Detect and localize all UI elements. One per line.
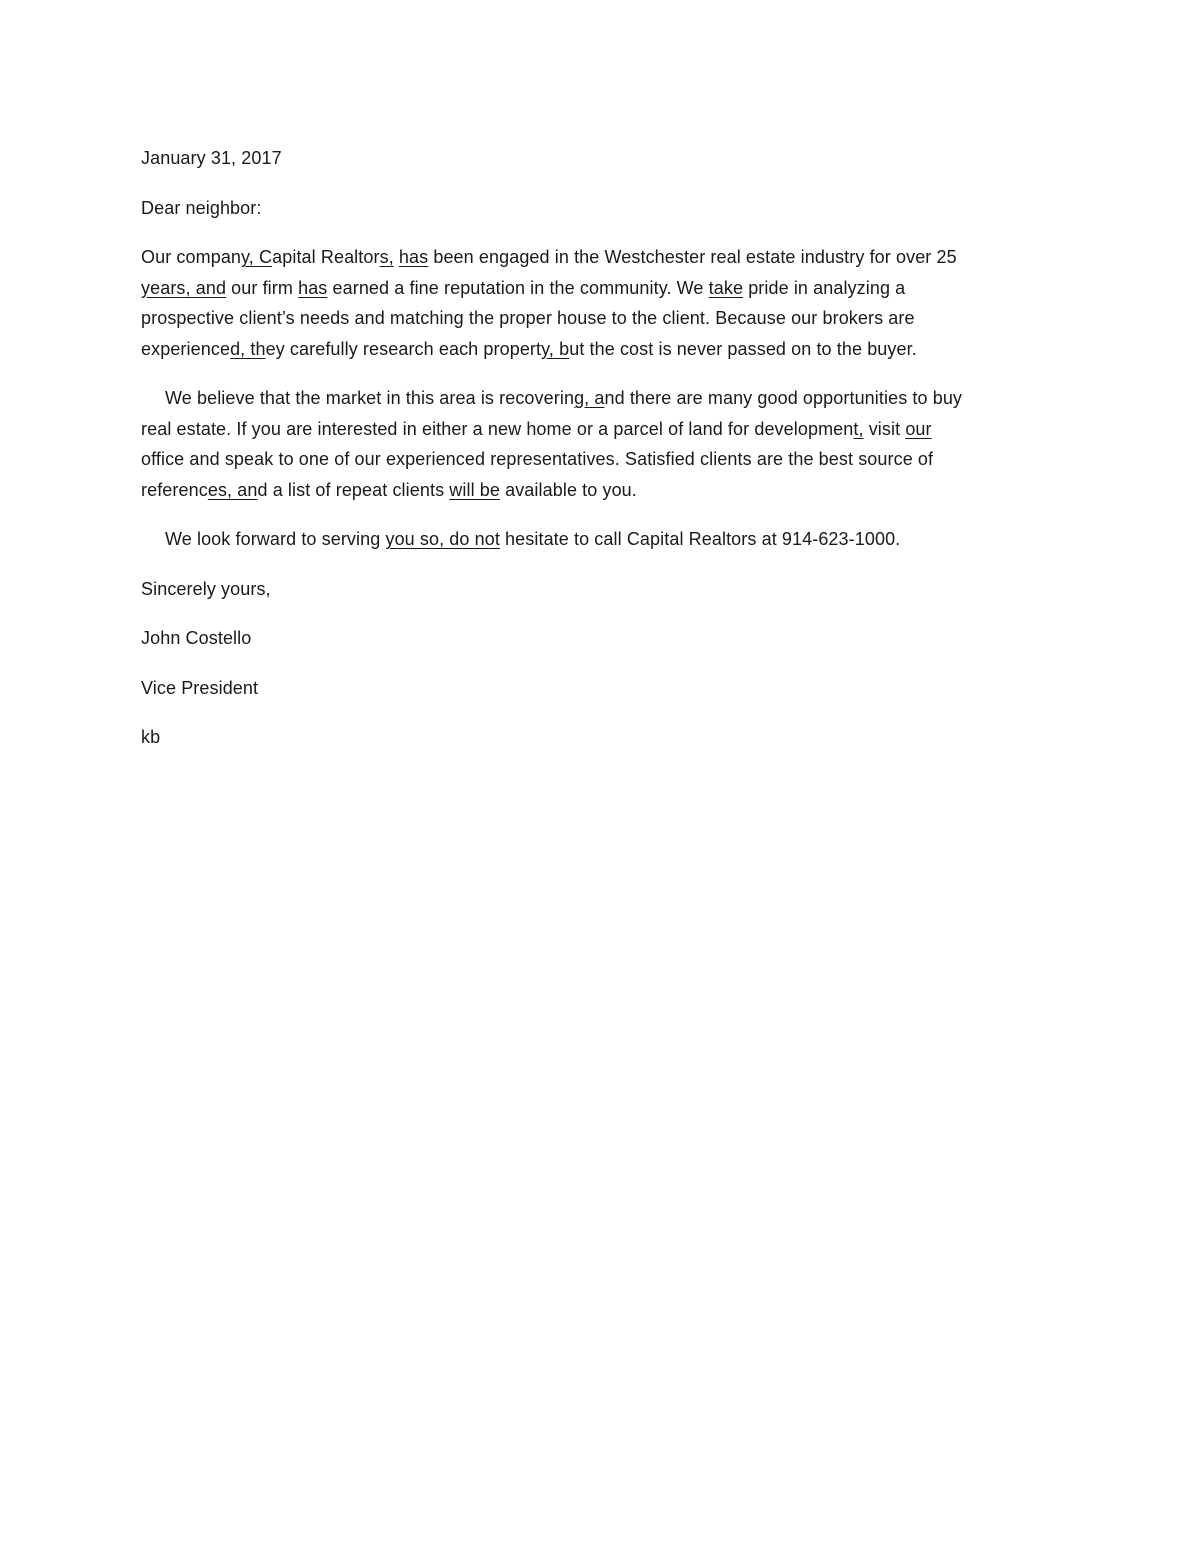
underlined-text: take (708, 277, 744, 298)
signer-title: Vice President (141, 677, 259, 698)
text-run: experience (141, 338, 231, 359)
paragraph-1-line-2 (141, 273, 1051, 304)
underlined-text: will be (449, 479, 500, 500)
underlined-text: has (398, 247, 429, 267)
paragraph-1-line-3 (141, 303, 1051, 334)
text-run: been engaged in the Westchester real estate industry for over 25 (428, 247, 957, 267)
text-run: ey carefully research each propert (265, 338, 542, 359)
text-run: earned a fine reputation in the community. We (327, 277, 709, 298)
text-run: available to you. (500, 479, 637, 500)
text-run: Our compan (141, 247, 242, 267)
underlined-text: you so, do not (385, 529, 500, 549)
text-run: apital Realtor (272, 247, 380, 267)
letter-salutation: Dear neighbor: (141, 197, 262, 218)
paragraph-3 (141, 524, 1051, 555)
letter-date: January 31, 2017 (141, 148, 282, 168)
text-run: pride in analyzing a (743, 277, 906, 298)
text-run: ut the cost is never passed on to the buyer. (569, 338, 917, 359)
text-run: referenc (141, 479, 208, 500)
text-run: hesitate to call Capital Realtors at 914-623-1000. (499, 529, 901, 549)
paragraph-2-line-4 (141, 475, 1051, 506)
letter-closing: Sincerely yours, (141, 578, 271, 599)
paragraph-2-line-3 (141, 444, 1051, 475)
paragraph-3-line-1 (141, 524, 1051, 555)
underlined-text: years, and (141, 277, 227, 298)
signer-name: John Costello (141, 628, 252, 648)
text-run: real estate. If you are interested in either a new home or a parcel of land for developmen (141, 418, 854, 439)
underlined-text: g, a (574, 388, 605, 408)
underlined-text: our (905, 418, 932, 439)
underlined-text: y, b (541, 338, 570, 359)
underlined-text: t, (853, 418, 864, 439)
text-run: We believe that the market in this area is recoverin (165, 388, 575, 408)
underlined-text: s, (379, 247, 394, 267)
letter-body (141, 143, 1051, 753)
paragraph-1-line-1 (141, 242, 1051, 273)
typist-initials: kb (141, 727, 161, 747)
paragraph-2-line-2 (141, 414, 1051, 445)
paragraph-2-line-1 (141, 383, 1051, 414)
text-run: We look forward to serving (165, 529, 386, 549)
underlined-text: y, C (241, 247, 273, 267)
text-run: our firm (226, 277, 299, 298)
paragraph-1 (141, 242, 1051, 364)
text-run: prospective client’s needs and matching the proper house to the client. Because our brokers are (141, 308, 915, 328)
text-run: nd there are many good opportunities to buy (604, 388, 963, 408)
underlined-text: es, an (207, 479, 258, 500)
underlined-text: d, th (230, 338, 266, 359)
text-run: d a list of repeat clients (257, 479, 450, 500)
paragraph-2 (141, 383, 1051, 505)
paragraph-1-line-4 (141, 334, 1051, 365)
underlined-text: has (298, 277, 328, 298)
text-run: office and speak to one of our experienced representatives. Satisfied clients are the best source of (141, 449, 934, 469)
text-run: visit (863, 418, 906, 439)
